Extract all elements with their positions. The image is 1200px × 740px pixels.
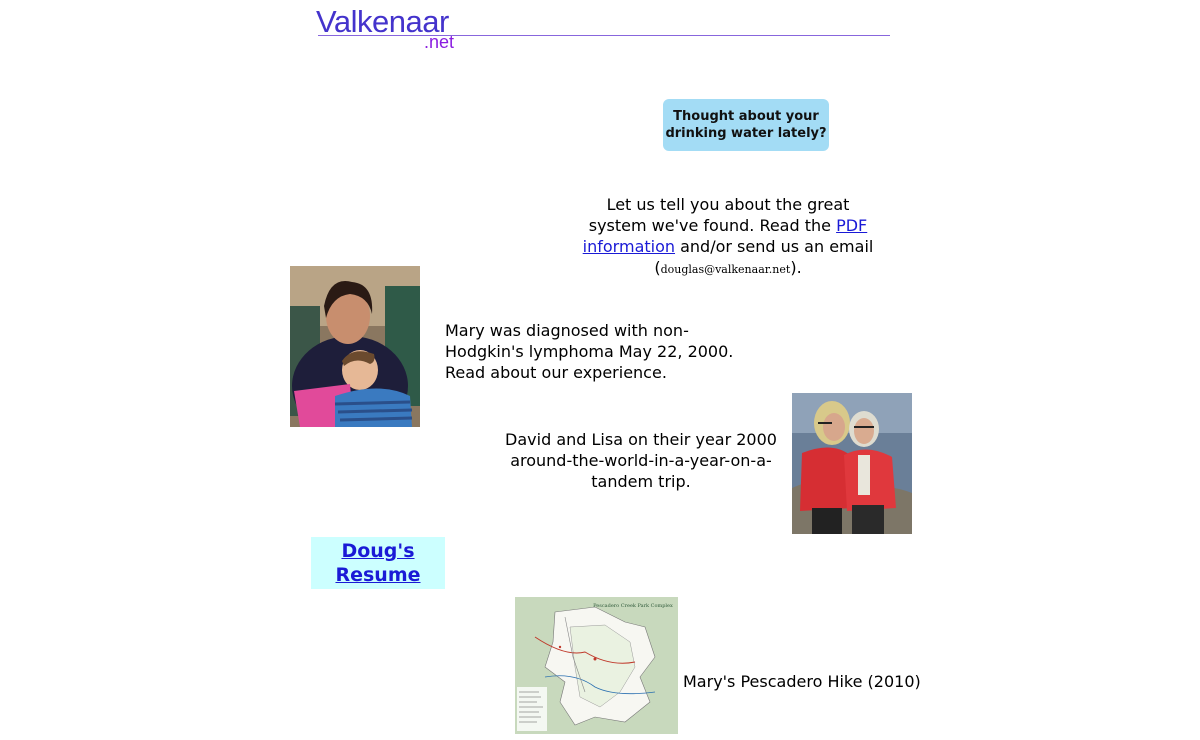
resume-box <box>311 537 445 589</box>
banner-line-1: Thought about your <box>673 109 819 124</box>
mary-photo[interactable] <box>290 266 420 427</box>
intro-text-end: ). <box>790 258 802 277</box>
intro-text-middle: and/or send us an email ( <box>654 237 874 277</box>
logo-divider <box>318 35 890 36</box>
pescadero-map[interactable] <box>515 597 678 734</box>
tandem-trip-caption: David and Lisa on their year 2000 around-the-world-in-a-year-on-a-tandem trip. <box>505 430 777 491</box>
pdf-information-link[interactable]: PDF information <box>582 216 868 256</box>
water-system-intro <box>578 194 878 280</box>
intro-text: Let us tell you about the great system we've found. Read the <box>588 195 850 235</box>
mary-text-line-2: Hodgkin's lymphoma May 22, 2000. <box>445 342 734 361</box>
banner-line-2: drinking water lately? <box>665 126 827 141</box>
david-lisa-photo[interactable] <box>792 393 912 534</box>
drinking-water-banner[interactable] <box>663 99 829 151</box>
map-title: Pescadero Creek Park Complex <box>593 603 673 609</box>
mary-text-line-3[interactable]: Read about our experience. <box>445 363 667 382</box>
site-logo-suffix: .net <box>424 32 455 52</box>
resume-link[interactable]: Doug's Resume <box>335 540 421 586</box>
site-logo[interactable]: Valkenaar <box>316 4 449 39</box>
lymphoma-story <box>445 320 745 383</box>
mary-text-line-1: Mary was diagnosed with non- <box>445 321 689 340</box>
pescadero-hike-caption: Mary's Pescadero Hike (2010) <box>683 672 921 691</box>
email-address: douglas@valkenaar.net <box>660 263 791 276</box>
